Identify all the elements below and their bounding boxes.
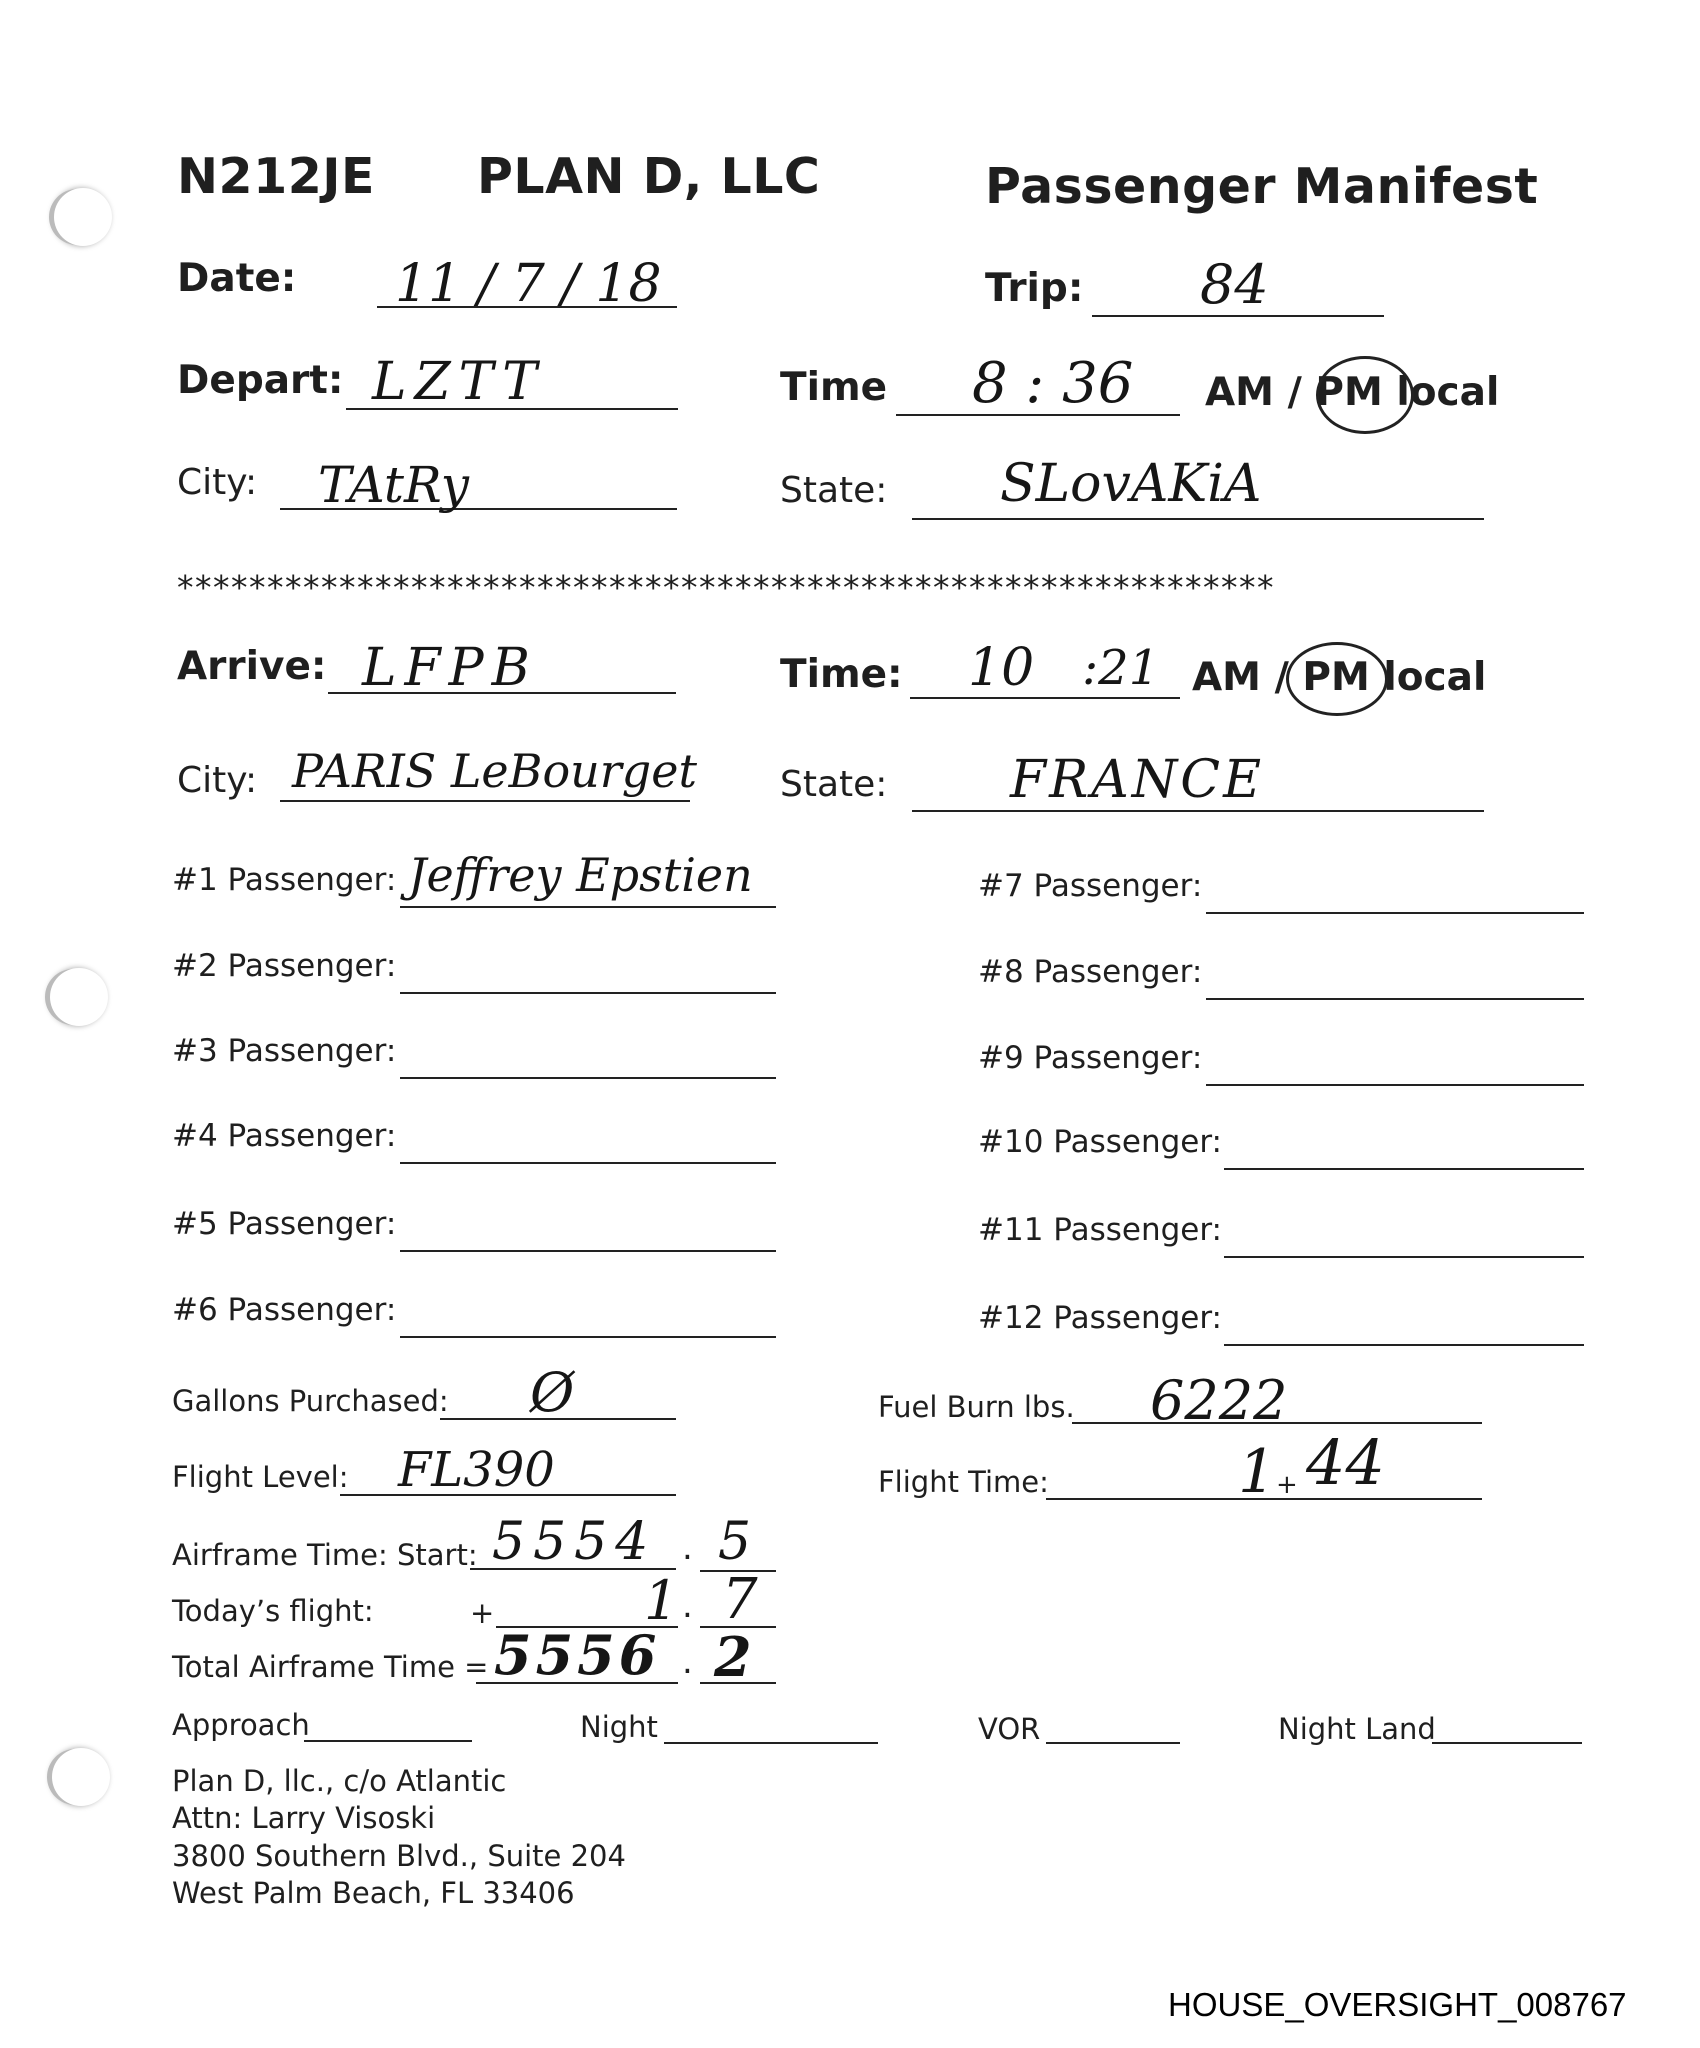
arrive-time-minutes: :21 <box>1082 640 1160 696</box>
passenger-line <box>1206 1084 1584 1086</box>
arrive-value: LFPB <box>362 638 538 698</box>
total-airframe-whole: 5556 <box>494 1623 661 1687</box>
night-line <box>664 1742 878 1744</box>
passenger-line <box>1206 998 1584 1000</box>
flight-time-hours: 1 <box>1238 1437 1277 1507</box>
depart-time-label: Time <box>780 365 888 410</box>
approach-line <box>304 1740 472 1742</box>
arrive-label: Arrive: <box>177 644 327 689</box>
address-line-2: Attn: Larry Visoski <box>172 1801 436 1835</box>
depart-state-line <box>912 518 1484 520</box>
arrive-time-label: Time: <box>780 652 903 697</box>
gallons-value: Ø <box>530 1361 575 1424</box>
depart-city-value: TAtRy <box>318 456 469 514</box>
depart-time-value: 8 : 36 <box>972 351 1134 416</box>
flight-level-label: Flight Level: <box>172 1460 349 1494</box>
passenger-name: Jeffrey Epstien <box>408 848 753 902</box>
passenger-label: #11 Passenger: <box>978 1212 1222 1248</box>
arrive-time-hour: 10 <box>968 638 1035 698</box>
depart-state-value: SLovAKiA <box>1000 454 1262 514</box>
todays-flight-plus: + <box>470 1596 495 1630</box>
vor-label: VOR <box>978 1712 1041 1746</box>
flight-time-minutes: 44 <box>1306 1426 1385 1499</box>
airframe-start-decimal: 5 <box>718 1512 752 1572</box>
trip-label: Trip: <box>985 266 1084 311</box>
night-land-label: Night Land <box>1278 1712 1436 1746</box>
night-label: Night <box>580 1710 658 1744</box>
airframe-start-whole: 5554 <box>492 1512 657 1572</box>
approach-label: Approach <box>172 1708 310 1742</box>
passenger-line <box>400 1250 776 1252</box>
depart-value: LZTT <box>372 352 545 412</box>
flight-time-plus: + <box>1276 1470 1298 1500</box>
date-value: 11 / 7 / 18 <box>395 254 662 314</box>
total-airframe-decimal: 2 <box>714 1625 752 1689</box>
passenger-line <box>400 1077 776 1079</box>
binder-hole-bottom <box>52 1748 110 1806</box>
fuel-burn-label: Fuel Burn lbs. <box>878 1390 1075 1424</box>
vor-line <box>1046 1742 1180 1744</box>
flight-time-label: Flight Time: <box>878 1465 1049 1499</box>
passenger-line <box>1224 1344 1584 1346</box>
gallons-label: Gallons Purchased: <box>172 1384 449 1418</box>
passenger-line <box>1224 1256 1584 1258</box>
airframe-start-label: Airframe Time: Start: <box>172 1538 478 1572</box>
arrive-state-line <box>912 810 1484 812</box>
passenger-label: #4 Passenger: <box>172 1118 397 1154</box>
passenger-label: #3 Passenger: <box>172 1033 397 1069</box>
total-airframe-dot: . <box>682 1642 693 1682</box>
passenger-label: #2 Passenger: <box>172 948 397 984</box>
todays-flight-whole: 1 <box>644 1569 679 1632</box>
total-airframe-label: Total Airframe Time = <box>172 1650 489 1684</box>
arrive-time-line <box>910 697 1180 699</box>
passenger-label: #6 Passenger: <box>172 1292 397 1328</box>
date-label: Date: <box>177 256 297 301</box>
arrive-city-label: City: <box>177 760 258 801</box>
address-line-3: 3800 Southern Blvd., Suite 204 <box>172 1839 626 1873</box>
tail-number: N212JE <box>177 148 375 205</box>
binder-hole-middle <box>50 968 108 1026</box>
depart-pm-circle <box>1316 356 1414 434</box>
form-title: Passenger Manifest <box>985 158 1539 215</box>
passenger-line <box>400 1162 776 1164</box>
airframe-start-dot: . <box>682 1528 693 1568</box>
arrive-pm-circle <box>1286 642 1388 716</box>
passenger-label: #7 Passenger: <box>978 868 1203 904</box>
company-name: PLAN D, LLC <box>477 148 821 205</box>
binder-hole-top <box>54 188 112 246</box>
address-line-1: Plan D, llc., c/o Atlantic <box>172 1764 507 1798</box>
trip-value: 84 <box>1200 253 1269 316</box>
arrive-ampm-label: AM / PM local <box>1192 655 1487 700</box>
passenger-label: #5 Passenger: <box>172 1206 397 1242</box>
depart-state-label: State: <box>780 470 888 511</box>
arrive-state-value: FRANCE <box>1010 750 1265 810</box>
address-line-4: West Palm Beach, FL 33406 <box>172 1876 575 1910</box>
fuel-burn-value: 6222 <box>1150 1369 1288 1432</box>
todays-flight-label: Today’s flight: <box>172 1594 374 1628</box>
depart-ampm-label: AM / PM local <box>1205 370 1500 415</box>
arrive-state-label: State: <box>780 764 888 805</box>
todays-flight-dot: . <box>682 1586 693 1626</box>
passenger-line <box>400 992 776 994</box>
passenger-line <box>400 1336 776 1338</box>
passenger-label: #8 Passenger: <box>978 954 1203 990</box>
depart-city-label: City: <box>177 462 258 503</box>
flight-level-value: FL390 <box>398 1442 555 1498</box>
night-land-line <box>1432 1742 1582 1744</box>
passenger-line <box>1206 912 1584 914</box>
passenger-line <box>1224 1168 1584 1170</box>
section-separator: ************************************************************* <box>177 568 1275 607</box>
passenger-label: #1 Passenger: <box>172 862 397 898</box>
arrive-city-value: PARIS LeBourget <box>292 744 697 798</box>
passenger-label: #9 Passenger: <box>978 1040 1203 1076</box>
depart-label: Depart: <box>177 358 344 403</box>
todays-flight-decimal: 7 <box>722 1567 758 1632</box>
passenger-line <box>400 906 776 908</box>
arrive-city-line <box>280 800 690 802</box>
passenger-label: #10 Passenger: <box>978 1124 1222 1160</box>
passenger-label: #12 Passenger: <box>978 1300 1222 1336</box>
bates-stamp: HOUSE_OVERSIGHT_008767 <box>1168 1986 1627 2023</box>
